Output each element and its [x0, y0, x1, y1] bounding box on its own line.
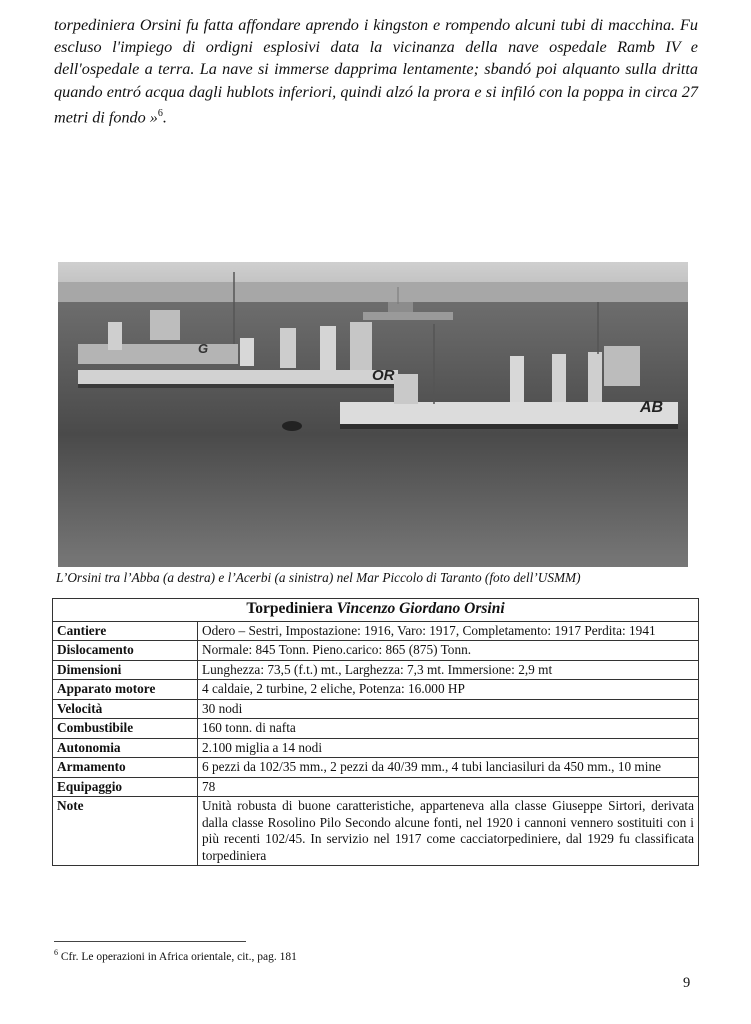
footnote	[54, 948, 297, 963]
row-value: Odero – Sestri, Impostazione: 1916, Varo: 1917, Completamento: 1917 Perdita: 1941	[198, 621, 699, 641]
table-row	[53, 719, 699, 739]
specs-title-name: Vincenzo Giordano Orsini	[336, 600, 505, 617]
specs-title-row	[53, 599, 699, 622]
row-value: Normale: 845 Tonn. Pieno.carico: 865 (875) Tonn.	[198, 641, 699, 661]
table-row	[53, 621, 699, 641]
row-label: Combustibile	[53, 719, 198, 739]
intro-text: torpediniera Orsini fu fatta affondare aprendo i kingston e rompendo alcuni tubi di macchina. Fu escluso l'impiego di ordigni esplosivi data la vicinanza della nave ospedale Ramb IV e dell'ospedale a terra. La nave si immerse dapprima lentamente; sbandó poi alquanto sulla dritta quando entró acqua dagli hublots inferiori, quindi alzó la prora e si infiló con la poppa in circa 27 metri di fondo »	[54, 16, 698, 127]
row-value: 6 pezzi da 102/35 mm., 2 pezzi da 40/39 mm., 4 tubi lanciasiluri da 450 mm., 10 mine	[198, 758, 699, 778]
row-value: 30 nodi	[198, 699, 699, 719]
specs-title-prefix: Torpediniera	[246, 600, 333, 617]
row-value: 78	[198, 777, 699, 797]
table-row	[53, 758, 699, 778]
row-value: Unità robusta di buone caratteristiche, apparteneva alla classe Giuseppe Sirtori, derivata dalla classe Rosolino Pilo Secondo alcune fonti, nel 1920 i cannoni vennero sostituiti con i più recenti 102/45. In servizio nel 1917 come cacciatorpediniere, dal 1929 fu classificata torpediniera	[198, 797, 699, 866]
table-row	[53, 680, 699, 700]
row-value: 4 caldaie, 2 turbine, 2 eliche, Potenza: 16.000 HP	[198, 680, 699, 700]
row-label: Equipaggio	[53, 777, 198, 797]
row-value: 160 tonn. di nafta	[198, 719, 699, 739]
specs-table	[52, 598, 699, 866]
row-value: Lunghezza: 73,5 (f.t.) mt., Larghezza: 7,3 mt. Immersione: 2,9 mt	[198, 660, 699, 680]
row-label: Dislocamento	[53, 641, 198, 661]
buoy	[282, 421, 302, 431]
intro-paragraph	[54, 14, 698, 128]
ships-photo	[58, 262, 688, 567]
hull-marking-left: G	[198, 341, 209, 356]
footnote-number: 6	[54, 948, 58, 957]
photo-caption: L’Orsini tra l’Abba (a destra) e l’Acerbi (a sinistra) nel Mar Piccolo di Taranto (foto dell’USMM)	[56, 570, 581, 585]
table-row	[53, 699, 699, 719]
table-row	[53, 777, 699, 797]
footnote-divider	[54, 941, 246, 942]
hull-marking-right: AB	[640, 399, 664, 416]
specs-title	[53, 599, 699, 622]
row-label: Autonomia	[53, 738, 198, 758]
footnote-reference[interactable]: 6	[157, 107, 163, 119]
row-label: Cantiere	[53, 621, 198, 641]
row-label: Velocità	[53, 699, 198, 719]
table-row	[53, 738, 699, 758]
table-row	[53, 797, 699, 866]
row-label: Armamento	[53, 758, 198, 778]
row-label: Dimensioni	[53, 660, 198, 680]
footnote-text: Cfr. Le operazioni in Africa orientale, cit., pag. 181	[58, 950, 297, 963]
table-row	[53, 641, 699, 661]
intro-end: .	[162, 108, 167, 127]
row-label: Note	[53, 797, 198, 866]
row-value: 2.100 miglia a 14 nodi	[198, 738, 699, 758]
hull-marking-center: OR	[372, 367, 395, 384]
row-label: Apparato motore	[53, 680, 198, 700]
page-number: 9	[683, 975, 691, 991]
table-row	[53, 660, 699, 680]
